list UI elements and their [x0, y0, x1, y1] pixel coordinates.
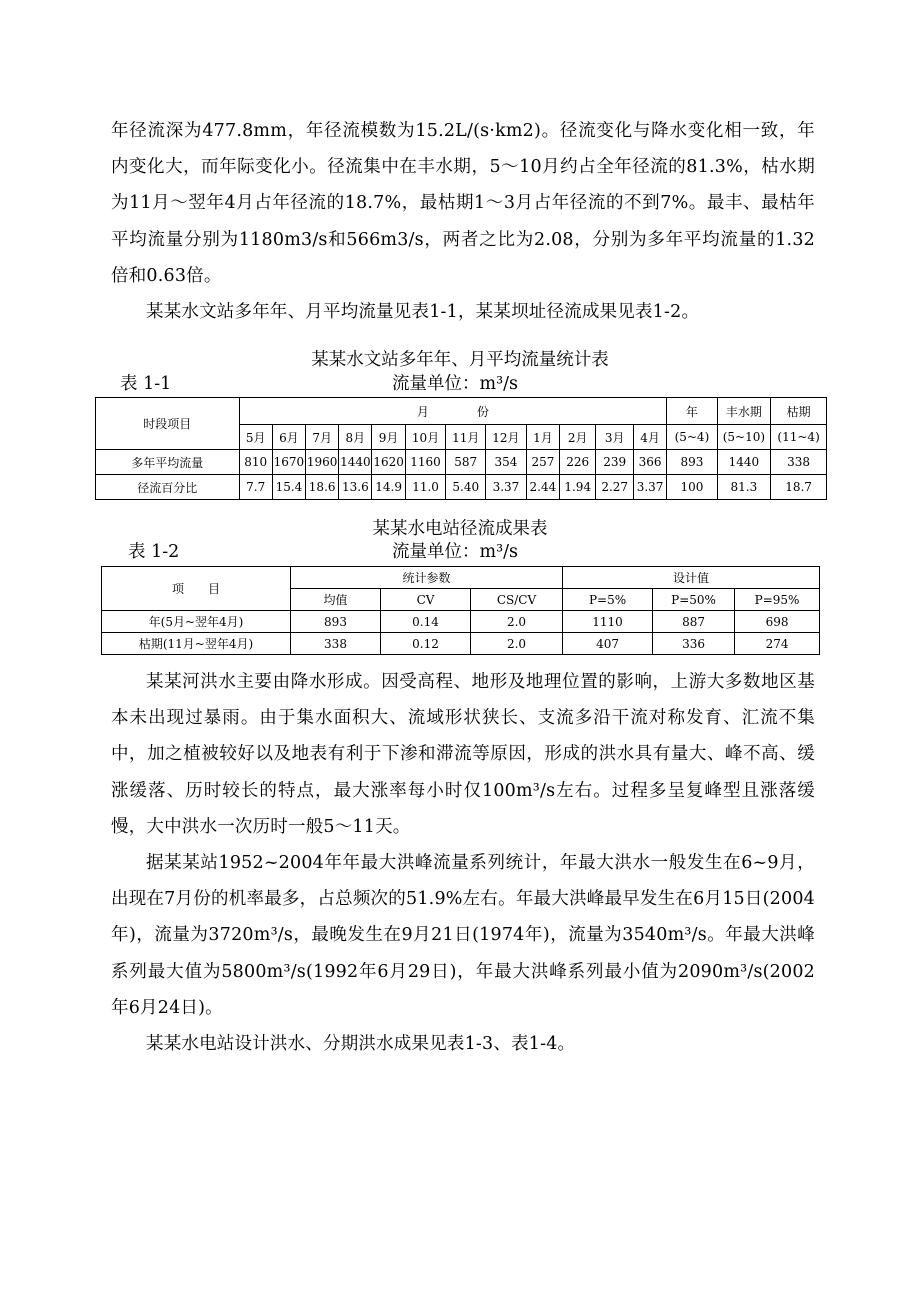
table1-month-header: 12月 — [486, 425, 527, 450]
table1-corner-header: 时段项目 — [96, 398, 240, 450]
table-cell: 1160 — [405, 450, 446, 475]
table2-column-header: 均值 — [291, 589, 381, 611]
table-cell: 2.0 — [471, 611, 563, 633]
table-cell: 810 — [239, 450, 272, 475]
table-cell: 338 — [291, 633, 381, 655]
table-cell: 15.4 — [272, 475, 305, 500]
table2-unit: 流量单位：m³/s — [392, 542, 518, 562]
table2-design-group-header: 设计值 — [563, 567, 820, 589]
paragraph-flood-statistics: 据某某站1952~2004年年最大洪峰流量系列统计，年最大洪水一般发生在6~9月，出现在7月份的机率最多，占总频次的51.9%左右。年最大洪峰最早发生在6月15日(2004年)，流量为3720m³/s，最晚发生在9月21日(1974年)，流量为3540m³/s。年最大洪峰系列最大值为5800m³/s(1992年6月29日)，年最大洪峰系列最小值为2090m³/s(2002年6月24日)。 — [111, 853, 815, 1018]
table1-month-header: 9月 — [372, 425, 405, 450]
table-cell: 336 — [653, 633, 735, 655]
table-cell: 226 — [560, 450, 596, 475]
table-cell: 893 — [291, 611, 381, 633]
table1-month-header: 10月 — [405, 425, 446, 450]
table-cell: 274 — [735, 633, 820, 655]
table1-month-header: 8月 — [339, 425, 372, 450]
table1-month-header: 4月 — [633, 425, 666, 450]
table1-year-range: (5~4) — [667, 425, 717, 450]
table-cell: 3.37 — [633, 475, 666, 500]
table2-runoff-results — [101, 566, 820, 655]
table1-dry-header: 枯期 — [771, 398, 827, 425]
paragraph-flood-characteristics: 某某河洪水主要由降水形成。因受高程、地形及地理位置的影响，上游大多数地区基本未出现过暴雨。由于集水面积大、流域形状狭长、支流多沿干流对称发育、汇流不集中，加之植被较好以及地表有利于下渗和滞流等原因，形成的洪水具有量大、峰不高、缓涨缓落、历时较长的特点，最大涨率每小时仅100m³/s左右。过程多呈复峰型且涨落缓慢，大中洪水一次历时一般5～11天。 — [111, 672, 815, 837]
table1-month-header: 6月 — [272, 425, 305, 450]
table1-dry-range: (11~4) — [771, 425, 827, 450]
table2-row-label: 年(5月~翌年4月) — [102, 611, 291, 633]
table2-corner-header: 项 目 — [102, 567, 291, 611]
table-cell: 257 — [526, 450, 559, 475]
paragraph-design-flood-reference: 某某水电站设计洪水、分期洪水成果见表1-3、表1-4。 — [146, 1034, 576, 1054]
table1-month-group-header: 月 份 — [239, 398, 667, 425]
table2-column-header: P=50% — [653, 589, 735, 611]
table-cell: 7.7 — [239, 475, 272, 500]
table1-month-header: 7月 — [306, 425, 339, 450]
table-cell: 2.44 — [526, 475, 559, 500]
table1-row-label: 多年平均流量 — [96, 450, 240, 475]
table-cell: 407 — [563, 633, 653, 655]
table-cell: 14.9 — [372, 475, 405, 500]
table-cell: 100 — [667, 475, 717, 500]
table1-unit: 流量单位：m³/s — [392, 374, 518, 394]
table1-month-header: 2月 — [560, 425, 596, 450]
table-cell: 887 — [653, 611, 735, 633]
table-cell: 5.40 — [446, 475, 486, 500]
table-row — [102, 633, 820, 655]
table1-title: 某某水文站多年年、月平均流量统计表 — [311, 350, 609, 370]
table1-row-label: 径流百分比 — [96, 475, 240, 500]
table-cell: 0.14 — [381, 611, 471, 633]
table-cell: 1110 — [563, 611, 653, 633]
paragraph-runoff-overview: 年径流深为477.8mm，年径流模数为15.2L/(s·km2)。径流变化与降水变化相一致，年内变化大，而年际变化小。径流集中在丰水期，5～10月约占全年径流的81.3%，枯水期为11月～翌年4月占年径流的18.7%，最枯期1～3月占年径流的不到7%。最丰、最枯年平均流量分别为1180m3/s和566m3/s，两者之比为2.08，分别为多年平均流量的1.32倍和0.63倍。 — [111, 121, 815, 286]
table1-label: 表 1-1 — [120, 374, 172, 394]
table-cell: 698 — [735, 611, 820, 633]
table1-flood-range: (5~10) — [717, 425, 771, 450]
table1-monthly-flow — [95, 397, 827, 500]
table-cell: 2.0 — [471, 633, 563, 655]
table-row — [96, 475, 827, 500]
table-cell: 239 — [596, 450, 634, 475]
table2-column-header: CS/CV — [471, 589, 563, 611]
table-cell: 11.0 — [405, 475, 446, 500]
table-cell: 354 — [486, 450, 527, 475]
table1-year-header: 年 — [667, 398, 717, 425]
table-cell: 893 — [667, 450, 717, 475]
table-cell: 81.3 — [717, 475, 771, 500]
table-cell: 587 — [446, 450, 486, 475]
table1-month-header: 1月 — [526, 425, 559, 450]
table2-column-header: CV — [381, 589, 471, 611]
table2-column-header: P=95% — [735, 589, 820, 611]
table2-label: 表 1-2 — [128, 542, 180, 562]
table-cell: 18.6 — [306, 475, 339, 500]
table1-month-header: 5月 — [239, 425, 272, 450]
table2-stat-group-header: 统计参数 — [291, 567, 563, 589]
table-cell: 1440 — [339, 450, 372, 475]
table1-month-header: 11月 — [446, 425, 486, 450]
table-row — [96, 450, 827, 475]
table-cell: 3.37 — [486, 475, 527, 500]
table-cell: 2.27 — [596, 475, 634, 500]
table-cell: 13.6 — [339, 475, 372, 500]
table-cell: 366 — [633, 450, 666, 475]
table-cell: 1960 — [306, 450, 339, 475]
table2-title: 某某水电站径流成果表 — [372, 519, 548, 539]
table1-flood-header: 丰水期 — [717, 398, 771, 425]
table-cell: 18.7 — [771, 475, 827, 500]
table-row — [102, 611, 820, 633]
paragraph-table-reference: 某某水文站多年年、月平均流量见表1-1，某某坝址径流成果见表1-2。 — [146, 302, 700, 322]
table-cell: 0.12 — [381, 633, 471, 655]
table-cell: 1440 — [717, 450, 771, 475]
table-cell: 1.94 — [560, 475, 596, 500]
table-cell: 1620 — [372, 450, 405, 475]
table1-month-header: 3月 — [596, 425, 634, 450]
table-cell: 1670 — [272, 450, 305, 475]
table2-column-header: P=5% — [563, 589, 653, 611]
table-cell: 338 — [771, 450, 827, 475]
table2-row-label: 枯期(11月~翌年4月) — [102, 633, 291, 655]
